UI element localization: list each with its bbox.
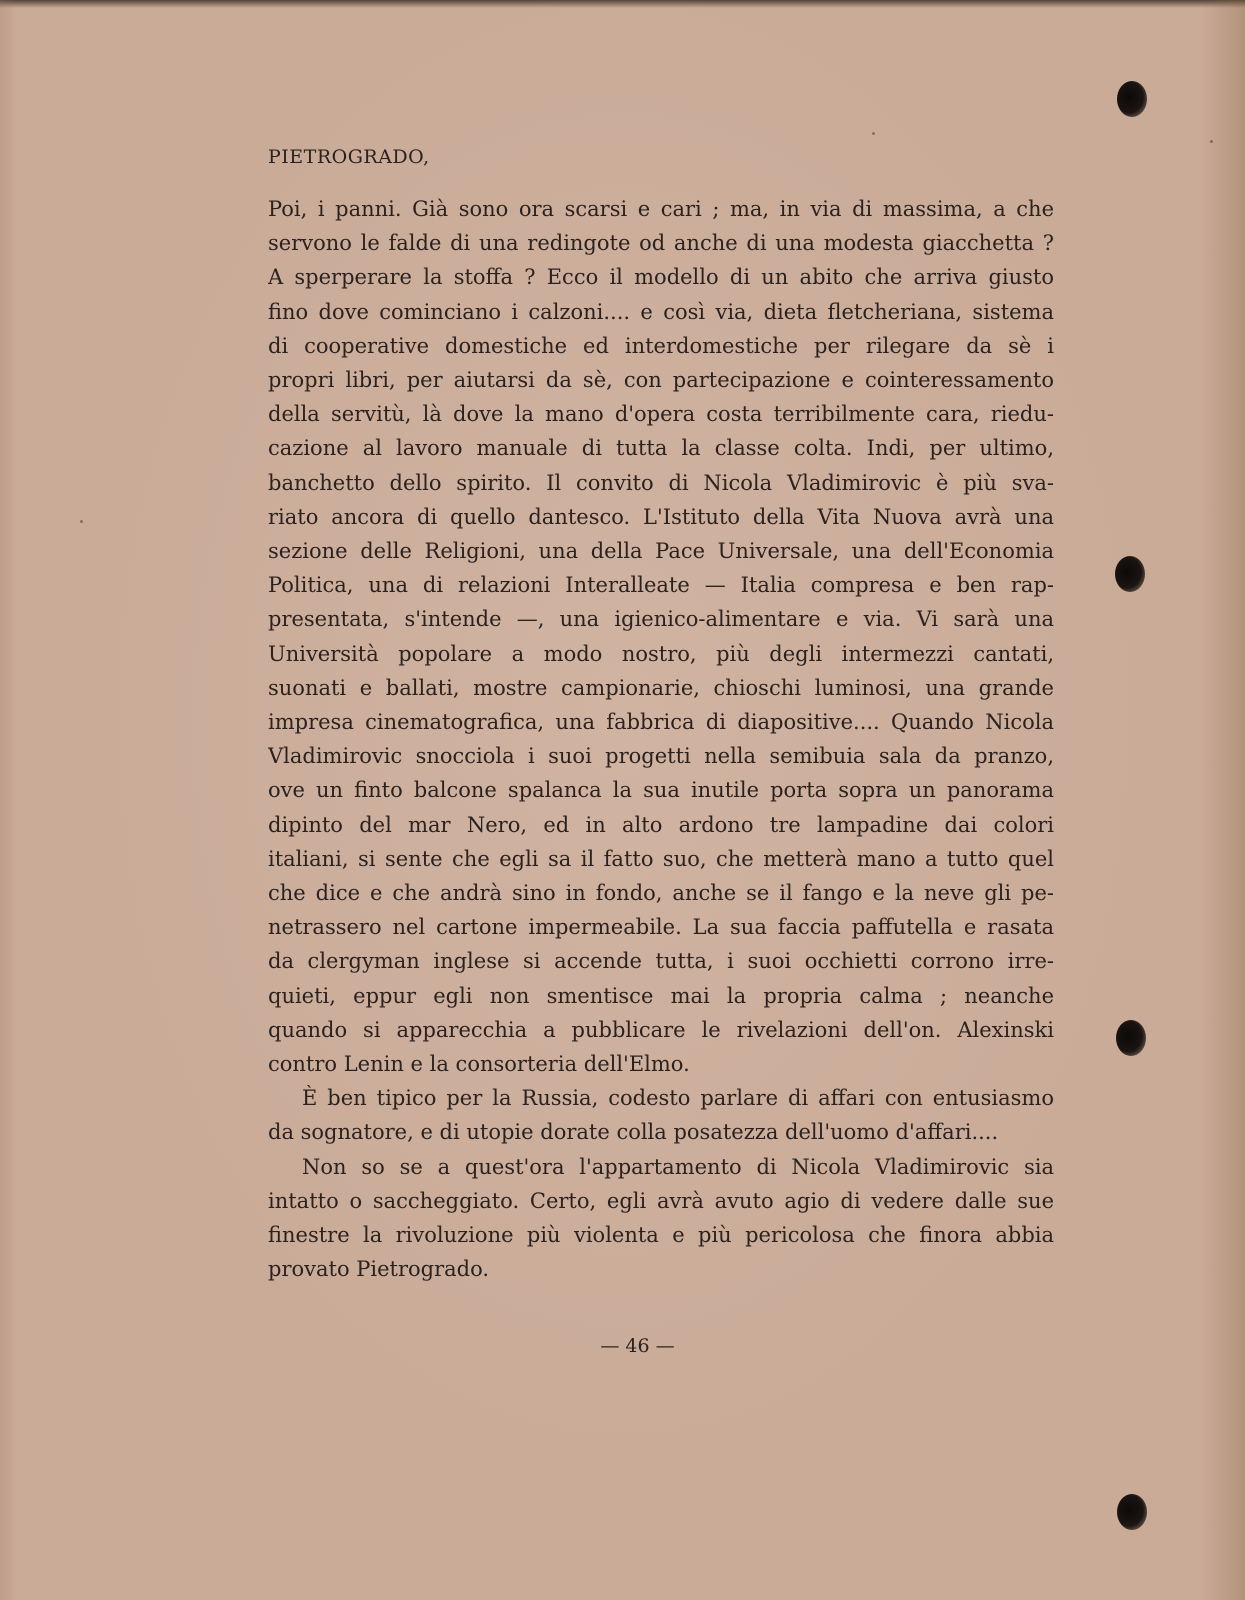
- text-line: presentata, s'intende —, una igienico-alimentare e via. Vi sarà una: [268, 607, 1054, 632]
- text-line: contro Lenin e la consorteria dell'Elmo.: [268, 1052, 690, 1077]
- text-line: di cooperative domestiche ed interdomestiche per rilegare da sè i: [268, 333, 1054, 358]
- text-line: intatto o saccheggiato. Certo, egli avrà avuto agio di vedere dalle sue: [268, 1188, 1054, 1213]
- text-line: della servitù, là dove la mano d'opera costa terribilmente cara, riedu-: [268, 402, 1054, 427]
- text-line: Università popolare a modo nostro, più degli intermezzi cantati,: [268, 641, 1054, 666]
- text-line: Vladimirovic snocciola i suoi progetti nella semibuia sala da pranzo,: [268, 744, 1054, 769]
- page-number: — 46 —: [600, 1335, 675, 1357]
- text-line: provato Pietrogrado.: [268, 1257, 490, 1282]
- binder-hole-2: [1115, 556, 1145, 592]
- text-line: servono le falde di una redingote od anche di una modesta giacchetta ?: [268, 231, 1054, 256]
- paragraph-3: [268, 1150, 1054, 1287]
- binder-hole-4: [1117, 1494, 1147, 1530]
- text-line: da clergyman inglese si accende tutta, i suoi occhietti corrono irre-: [268, 949, 1054, 974]
- text-line: ove un finto balcone spalanca la sua inutile porta sopra un panorama: [268, 778, 1054, 803]
- paper-speck: [80, 520, 83, 523]
- running-head: PIETROGRADO,: [268, 146, 430, 168]
- paper-speck: [1210, 140, 1213, 143]
- text-line: suonati e ballati, mostre campionarie, chioschi luminosi, una grande: [268, 675, 1054, 700]
- text-line: Poi, i panni. Già sono ora scarsi e cari ; ma, in via di massima, a che: [268, 197, 1054, 221]
- text-line: dipinto del mar Nero, ed in alto ardono tre lampadine dai colori: [268, 812, 1054, 837]
- text-line: sezione delle Religioni, una della Pace Universale, una dell'Economia: [268, 539, 1054, 564]
- text-line: quieti, eppur egli non smentisce mai la propria calma ; neanche: [268, 983, 1054, 1008]
- text-line: da sognatore, e di utopie dorate colla posatezza dell'uomo d'affari....: [268, 1120, 999, 1145]
- text-line: finestre la rivoluzione più violenta e più pericolosa che finora abbia: [268, 1223, 1054, 1248]
- text-line: Non so se a quest'ora l'appartamento di Nicola Vladimirovic sia: [302, 1154, 1054, 1179]
- text-line: Politica, una di relazioni Interalleate — Italia compresa e ben rap-: [268, 573, 1054, 598]
- text-line: quando si apparecchia a pubblicare le rivelazioni dell'on. Alexinski: [268, 1017, 1054, 1042]
- text-line: riato ancora di quello dantesco. L'Istituto della Vita Nuova avrà una: [268, 504, 1054, 529]
- binder-hole-3: [1116, 1020, 1146, 1056]
- text-line: banchetto dello spirito. Il convito di Nicola Vladimirovic è più sva-: [268, 470, 1054, 495]
- paragraph-2: [268, 1081, 1054, 1149]
- text-line: propri libri, per aiutarsi da sè, con partecipazione e cointeressamento: [268, 368, 1054, 393]
- text-line: che dice e che andrà sino in fondo, anche se il fango e la neve gli pe-: [268, 881, 1054, 906]
- text-line: italiani, si sente che egli sa il fatto suo, che metterà mano a tutto quel: [268, 846, 1054, 871]
- text-block: [268, 132, 1054, 1287]
- text-line: impresa cinematografica, una fabbrica di diapositive.... Quando Nicola: [268, 710, 1054, 735]
- text-line: fino dove cominciano i calzoni.... e così via, dieta fletcheriana, sistema: [268, 299, 1054, 324]
- text-line: È ben tipico per la Russia, codesto parlare di affari con entusiasmo: [302, 1086, 1054, 1111]
- paragraph-1: [268, 192, 1054, 1081]
- text-line: cazione al lavoro manuale di tutta la classe colta. Indi, per ultimo,: [268, 436, 1054, 461]
- text-line: netrassero nel cartone impermeabile. La sua faccia paffutella e rasata: [268, 915, 1054, 940]
- binder-hole-1: [1117, 81, 1147, 117]
- text-line: A sperperare la stoffa ? Ecco il modello di un abito che arriva giusto: [268, 265, 1054, 290]
